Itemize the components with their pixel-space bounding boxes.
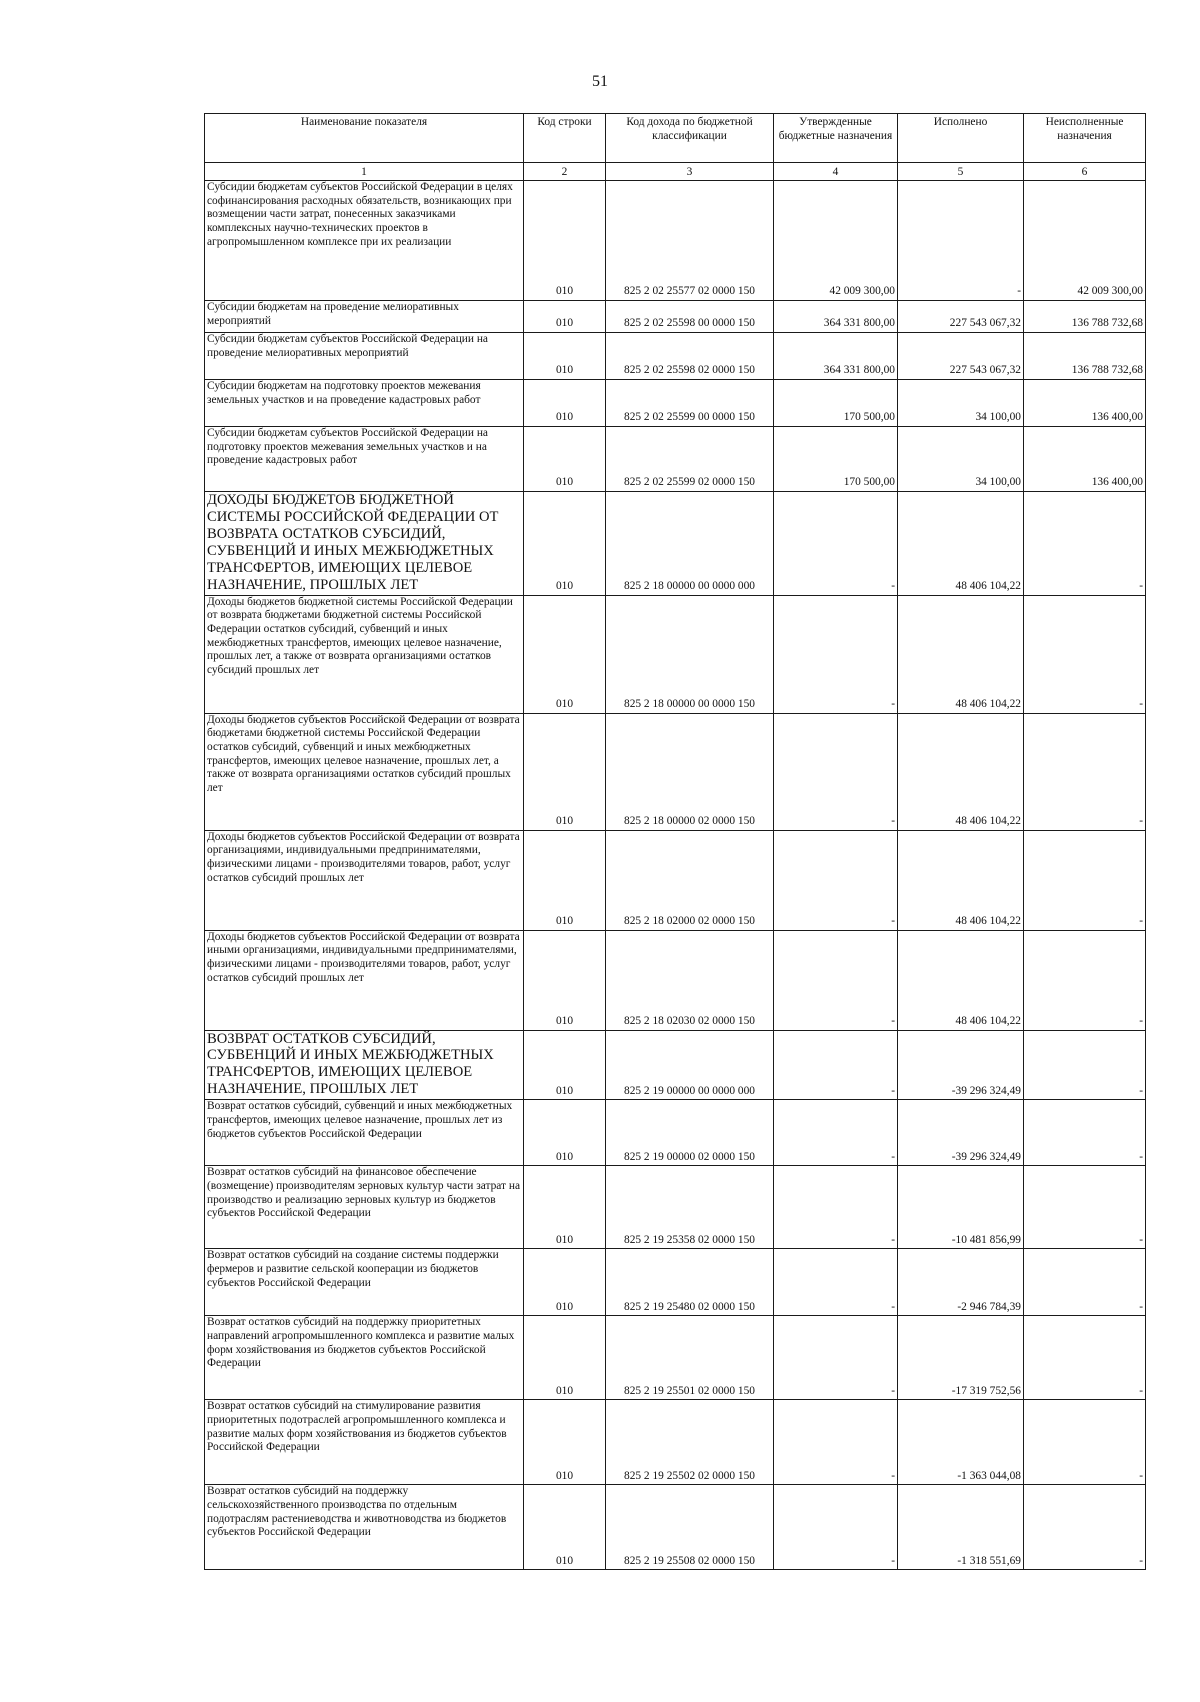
table-row [205,380,1146,427]
table-row [205,181,1146,301]
executed-amount: 34 100,00 [898,380,1024,427]
executed-amount: -2 946 784,39 [898,1249,1024,1316]
indicator-name: Доходы бюджетов субъектов Российской Федерации от возврата бюджетами бюджетной системы Российской Федерации остатков субсидий, субвенций и иных межбюджетных трансфертов, имеющих целевое назначение, прошлых лет, а также от возврата организациями остатков субсидий прошлых лет [205,713,524,830]
unexecuted-amount: - [1024,713,1146,830]
indicator-name: Субсидии бюджетам на проведение мелиоративных мероприятий [205,301,524,333]
income-code: 825 2 02 25599 00 0000 150 [606,380,774,427]
unexecuted-amount: - [1024,1485,1146,1570]
approved-amount: - [774,1100,898,1166]
executed-amount: 48 406 104,22 [898,830,1024,930]
indicator-name: Доходы бюджетов субъектов Российской Федерации от возврата организациями, индивидуальными предпринимателями, физическими лицами - производителями товаров, работ, услуг остатков субсидий прошлых лет [205,830,524,930]
income-code: 825 2 18 00000 00 0000 150 [606,595,774,713]
row-code: 010 [524,333,606,380]
indicator-name: Возврат остатков субсидий на создание системы поддержки фермеров и развитие сельской кооперации из бюджетов субъектов Российской Федерации [205,1249,524,1316]
indicator-name: Доходы бюджетов бюджетной системы Российской Федерации от возврата бюджетами бюджетной системы Российской Федерации остатков субсидий, субвенций и иных межбюджетных трансфертов, имеющих целевое назначение, прошлых лет, а также от возврата организациями остатков субсидий прошлых лет [205,595,524,713]
column-number: 1 [205,163,524,181]
table-row [205,713,1146,830]
table-row [205,1030,1146,1100]
income-code: 825 2 19 00000 00 0000 000 [606,1030,774,1100]
unexecuted-amount: 136 788 732,68 [1024,333,1146,380]
header-income-code: Код дохода по бюджетной классификации [606,114,774,163]
row-code: 010 [524,1030,606,1100]
approved-amount: 364 331 800,00 [774,301,898,333]
indicator-name: Субсидии бюджетам субъектов Российской Федерации на проведение мелиоративных мероприятий [205,333,524,380]
table-row [205,830,1146,930]
column-number: 2 [524,163,606,181]
indicator-name: Возврат остатков субсидий на поддержку приоритетных направлений агропромышленного комплекса и развитие малых форм хозяйствования из бюджетов субъектов Российской Федерации [205,1316,524,1400]
indicator-name: Возврат остатков субсидий на финансовое обеспечение (возмещение) производителям зерновых культур части затрат на производство и реализацию зерновых культур из бюджетов субъектов Российской Федерации [205,1166,524,1249]
header-name: Наименование показателя [205,114,524,163]
unexecuted-amount: 136 788 732,68 [1024,301,1146,333]
indicator-name: Возврат остатков субсидий, субвенций и иных межбюджетных трансфертов, имеющих целевое назначение, прошлых лет из бюджетов субъектов Российской Федерации [205,1100,524,1166]
income-code: 825 2 19 25480 02 0000 150 [606,1249,774,1316]
table-row [205,1400,1146,1485]
approved-amount: 170 500,00 [774,380,898,427]
income-code: 825 2 18 02030 02 0000 150 [606,930,774,1030]
header-row [205,114,1146,163]
approved-amount: - [774,1030,898,1100]
indicator-name: ВОЗВРАТ ОСТАТКОВ СУБСИДИЙ, СУБВЕНЦИЙ И ИНЫХ МЕЖБЮДЖЕТНЫХ ТРАНСФЕРТОВ, ИМЕЮЩИХ ЦЕЛЕВОЕ НАЗНАЧЕНИЕ, ПРОШЛЫХ ЛЕТ [205,1030,524,1100]
income-code: 825 2 19 25508 02 0000 150 [606,1485,774,1570]
table-row [205,492,1146,596]
income-code: 825 2 19 25358 02 0000 150 [606,1166,774,1249]
table-row [205,427,1146,492]
row-code: 010 [524,713,606,830]
income-code: 825 2 02 25599 02 0000 150 [606,427,774,492]
income-code: 825 2 19 00000 02 0000 150 [606,1100,774,1166]
row-code: 010 [524,1166,606,1249]
approved-amount: - [774,930,898,1030]
unexecuted-amount: - [1024,930,1146,1030]
row-code: 010 [524,492,606,596]
table-row [205,301,1146,333]
header-executed: Исполнено [898,114,1024,163]
unexecuted-amount: - [1024,1249,1146,1316]
row-code: 010 [524,1400,606,1485]
unexecuted-amount: - [1024,492,1146,596]
approved-amount: - [774,492,898,596]
income-code: 825 2 18 02000 02 0000 150 [606,830,774,930]
approved-amount: - [774,1166,898,1249]
income-code: 825 2 02 25598 00 0000 150 [606,301,774,333]
executed-amount: -17 319 752,56 [898,1316,1024,1400]
unexecuted-amount: - [1024,1166,1146,1249]
table-row [205,930,1146,1030]
executed-amount: - [898,181,1024,301]
row-code: 010 [524,427,606,492]
unexecuted-amount: - [1024,1400,1146,1485]
income-code: 825 2 19 25502 02 0000 150 [606,1400,774,1485]
income-code: 825 2 18 00000 02 0000 150 [606,713,774,830]
unexecuted-amount: 136 400,00 [1024,427,1146,492]
table-row [205,1485,1146,1570]
unexecuted-amount: 42 009 300,00 [1024,181,1146,301]
executed-amount: -10 481 856,99 [898,1166,1024,1249]
row-code: 010 [524,1485,606,1570]
approved-amount: 170 500,00 [774,427,898,492]
row-code: 010 [524,1316,606,1400]
row-code: 010 [524,181,606,301]
column-number-row [205,163,1146,181]
row-code: 010 [524,380,606,427]
column-number: 5 [898,163,1024,181]
unexecuted-amount: - [1024,830,1146,930]
indicator-name: Субсидии бюджетам на подготовку проектов межевания земельных участков и на проведение кадастровых работ [205,380,524,427]
row-code: 010 [524,930,606,1030]
executed-amount: 34 100,00 [898,427,1024,492]
table-row [205,595,1146,713]
executed-amount: 48 406 104,22 [898,492,1024,596]
executed-amount: -39 296 324,49 [898,1100,1024,1166]
executed-amount: -39 296 324,49 [898,1030,1024,1100]
executed-amount: 227 543 067,32 [898,333,1024,380]
unexecuted-amount: - [1024,595,1146,713]
executed-amount: 48 406 104,22 [898,595,1024,713]
income-code: 825 2 02 25598 02 0000 150 [606,333,774,380]
table-row [205,1166,1146,1249]
approved-amount: 42 009 300,00 [774,181,898,301]
approved-amount: - [774,1316,898,1400]
row-code: 010 [524,301,606,333]
indicator-name: Субсидии бюджетам субъектов Российской Федерации на подготовку проектов межевания земельных участков и на проведение кадастровых работ [205,427,524,492]
executed-amount: -1 318 551,69 [898,1485,1024,1570]
unexecuted-amount: - [1024,1100,1146,1166]
approved-amount: - [774,1400,898,1485]
executed-amount: 48 406 104,22 [898,713,1024,830]
income-code: 825 2 18 00000 00 0000 000 [606,492,774,596]
indicator-name: Субсидии бюджетам субъектов Российской Федерации в целях софинансирования расходных обязательств, возникающих при возмещении части затрат, понесенных заказчиками комплексных научно-технических проектов в агропромышленном комплексе при их реализации [205,181,524,301]
approved-amount: - [774,830,898,930]
indicator-name: ДОХОДЫ БЮДЖЕТОВ БЮДЖЕТНОЙ СИСТЕМЫ РОССИЙСКОЙ ФЕДЕРАЦИИ ОТ ВОЗВРАТА ОСТАТКОВ СУБСИДИЙ, СУБВЕНЦИЙ И ИНЫХ МЕЖБЮДЖЕТНЫХ ТРАНСФЕРТОВ, ИМЕЮЩИХ ЦЕЛЕВОЕ НАЗНАЧЕНИЕ, ПРОШЛЫХ ЛЕТ [205,492,524,596]
approved-amount: - [774,713,898,830]
approved-amount: - [774,1249,898,1316]
row-code: 010 [524,1100,606,1166]
indicator-name: Возврат остатков субсидий на поддержку сельскохозяйственного производства по отдельным подотраслям растениеводства и животноводства из бюджетов субъектов Российской Федерации [205,1485,524,1570]
table-row [205,1100,1146,1166]
table-row [205,1316,1146,1400]
indicator-name: Доходы бюджетов субъектов Российской Федерации от возврата иными организациями, индивидуальными предпринимателями, физическими лицами - производителями товаров, работ, услуг остатков субсидий прошлых лет [205,930,524,1030]
header-row-code: Код строки [524,114,606,163]
unexecuted-amount: - [1024,1316,1146,1400]
approved-amount: - [774,595,898,713]
executed-amount: 48 406 104,22 [898,930,1024,1030]
executed-amount: 227 543 067,32 [898,301,1024,333]
page-number: 51 [592,73,608,90]
income-code: 825 2 02 25577 02 0000 150 [606,181,774,301]
executed-amount: -1 363 044,08 [898,1400,1024,1485]
header-unexecuted: Неисполненные назначения [1024,114,1146,163]
header-approved: Утвержденные бюджетные назначения [774,114,898,163]
table-row [205,333,1146,380]
approved-amount: 364 331 800,00 [774,333,898,380]
row-code: 010 [524,830,606,930]
column-number: 4 [774,163,898,181]
column-number: 3 [606,163,774,181]
unexecuted-amount: 136 400,00 [1024,380,1146,427]
indicator-name: Возврат остатков субсидий на стимулирование развития приоритетных подотраслей агропромышленного комплекса и развитие малых форм хозяйствования из бюджетов субъектов Российской Федерации [205,1400,524,1485]
unexecuted-amount: - [1024,1030,1146,1100]
table-row [205,1249,1146,1316]
row-code: 010 [524,1249,606,1316]
row-code: 010 [524,595,606,713]
column-number: 6 [1024,163,1146,181]
budget-execution-table [204,113,1146,1570]
approved-amount: - [774,1485,898,1570]
income-code: 825 2 19 25501 02 0000 150 [606,1316,774,1400]
